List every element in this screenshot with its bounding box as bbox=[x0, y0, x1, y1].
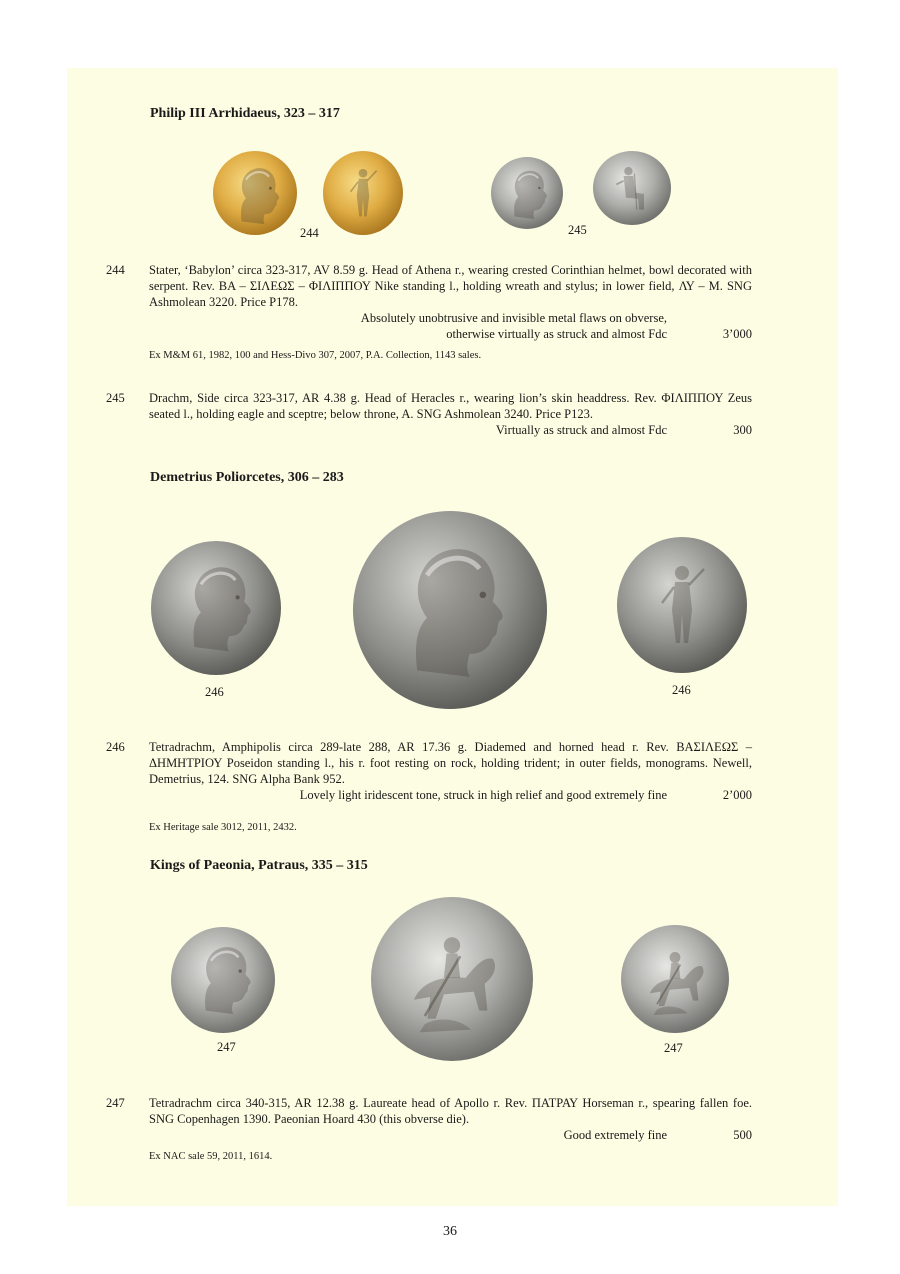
lot-number: 244 bbox=[106, 263, 125, 277]
lot-condition: otherwise virtually as struck and almost Fdc bbox=[446, 327, 667, 341]
coin-label-246: 246 bbox=[672, 683, 691, 697]
section-heading-philip-iii: Philip III Arrhidaeus, 323 – 317 bbox=[150, 106, 340, 121]
coin-label-245: 245 bbox=[568, 223, 587, 237]
coin-label-247: 247 bbox=[217, 1040, 236, 1054]
coin-244-reverse-image bbox=[322, 150, 404, 236]
lot-description: Stater, ‘Babylon’ circa 323-317, AV 8.59 g. Head of Athena r., wearing crested Corinthian helmet, bowl decorated with serpent. Rev. ΒΑ – ΣΙΛΕΩΣ – ΦΙΛΙΠΠΟΥ Nike standing l., holding wreath and stylus; in lower field, ΛΥ – Μ. SNG Ashmolean 3220. Price P178. bbox=[149, 263, 752, 309]
lot-provenance: Ex M&M 61, 1982, 100 and Hess-Divo 307, 2007, P.A. Collection, 1143 sales. bbox=[149, 350, 482, 361]
lot-number: 247 bbox=[106, 1096, 125, 1110]
coin-label-246: 246 bbox=[205, 685, 224, 699]
lot-provenance: Ex Heritage sale 3012, 2011, 2432. bbox=[149, 822, 297, 833]
lot-description: Drachm, Side circa 323-317, AR 4.38 g. Head of Heracles r., wearing lion’s skin headdress. Rev. ΦΙΛΙΠΠΟΥ Zeus seated l., holding eagle and sceptre; below throne, A. SNG Ashmolean 3240. Price P123. bbox=[149, 391, 752, 421]
lot-estimate: 3’000 bbox=[722, 327, 752, 341]
coin-246-obverse-image bbox=[150, 540, 282, 676]
coin-label-247: 247 bbox=[664, 1041, 683, 1055]
coin-label-244: 244 bbox=[300, 226, 319, 240]
coin-245-reverse-image bbox=[592, 150, 672, 226]
coin-247-reverse-image bbox=[620, 924, 730, 1034]
coin-246-obverse-enlarged-image bbox=[352, 510, 548, 710]
lot-estimate: 2’000 bbox=[722, 788, 752, 802]
section-heading-demetrius: Demetrius Poliorcetes, 306 – 283 bbox=[150, 470, 344, 485]
lot-estimate: 300 bbox=[733, 423, 752, 437]
lot-condition: Absolutely unobtrusive and invisible metal flaws on obverse, bbox=[360, 311, 667, 325]
coin-247-obverse-image bbox=[170, 926, 276, 1034]
coin-247-reverse-enlarged-image bbox=[370, 896, 534, 1062]
lot-description: Tetradrachm, Amphipolis circa 289-late 288, AR 17.36 g. Diademed and horned head r. Rev. ΒΑΣΙΛΕΩΣ – ΔΗΜΗΤΡΙΟΥ Poseidon standing l., his r. foot resting on rock, holding trident; in outer fields, monograms. Newell, Demetrius, 124. SNG Alpha Bank 952. bbox=[149, 740, 752, 786]
lot-number: 245 bbox=[106, 391, 125, 405]
section-heading-paeonia: Kings of Paeonia, Patraus, 335 – 315 bbox=[150, 858, 368, 873]
coin-246-reverse-image bbox=[616, 536, 748, 674]
lot-condition: Good extremely fine bbox=[563, 1128, 667, 1142]
coin-245-obverse-image bbox=[490, 156, 564, 230]
lot-provenance: Ex NAC sale 59, 2011, 1614. bbox=[149, 1151, 273, 1162]
lot-condition: Virtually as struck and almost Fdc bbox=[495, 423, 667, 437]
lot-description: Tetradrachm circa 340-315, AR 12.38 g. Laureate head of Apollo r. Rev. ΠΑΤΡΑΥ Horseman r., spearing fallen foe. SNG Copenhagen 1390. Paeonian Hoard 430 (this obverse die). bbox=[149, 1096, 752, 1126]
page-number: 36 bbox=[443, 1224, 457, 1239]
lot-condition: Lovely light iridescent tone, struck in high relief and good extremely fine bbox=[299, 788, 667, 802]
coin-244-obverse-image bbox=[212, 150, 298, 236]
lot-estimate: 500 bbox=[733, 1128, 752, 1142]
lot-number: 246 bbox=[106, 740, 125, 754]
